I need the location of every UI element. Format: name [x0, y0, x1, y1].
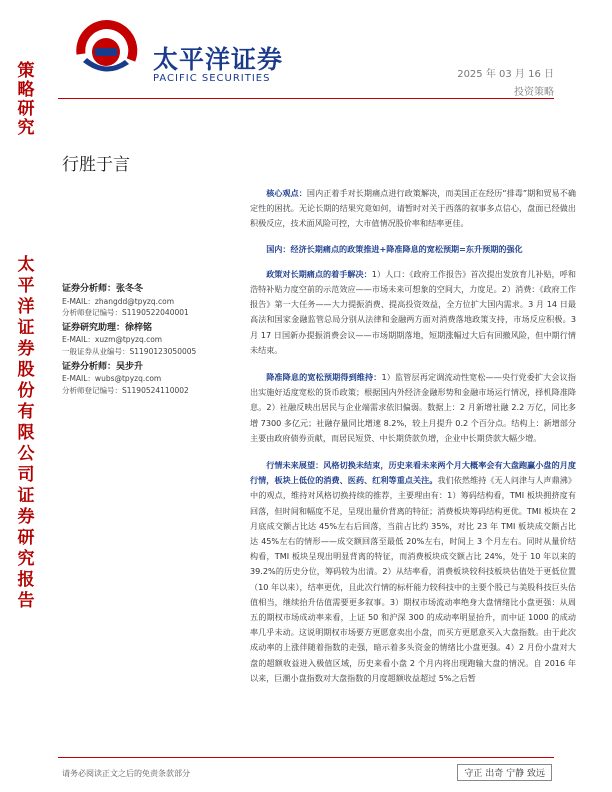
header-divider — [58, 98, 554, 99]
analyst-role: 证券分析师： — [62, 361, 117, 372]
company-logo — [73, 18, 303, 84]
brand-name-cn: 太平洋证券 — [153, 45, 284, 74]
footer-divider — [58, 757, 554, 758]
analyst-block — [62, 361, 220, 397]
policy-heading: 政策对长期痛点的着手解决： — [266, 268, 372, 279]
analyst-email: E-MAIL：wubs@tpyzq.com — [62, 374, 162, 384]
report-body — [250, 186, 576, 698]
logo-emblem-icon — [73, 18, 143, 80]
outlook-paragraph — [250, 458, 576, 686]
report-title: 行胜于言 — [62, 155, 130, 175]
core-view-heading: 核心观点： — [266, 188, 307, 198]
report-type: 投资策略 — [514, 87, 554, 98]
analyst-email: E-MAIL：xuzm@tpyzq.com — [62, 335, 163, 345]
analyst-role: 证券研究助理： — [62, 322, 126, 333]
domestic-heading: 国内：经济长期痛点的政策推进+降准降息的宽松预期=东升预期的强化 — [266, 243, 523, 254]
analyst-block — [62, 283, 220, 319]
analyst-registration: 分析师登记编号：S1190522040001 — [62, 308, 189, 318]
analyst-email: E-MAIL：zhangdd@tpyzq.com — [62, 296, 174, 306]
policy-paragraph — [250, 267, 576, 358]
outlook-text: 我们依然维持《无人问津与人声鼎沸》中的观点，维持对风格切换持续的推荐，主要理由有：1）筹码结构看，TMI 板块拥挤度有回落，但时间和幅度不足，呈现出量价背离的特征；消费板块筹码结构更优。TMI 板块在 2 月底成交额占比达 45%左右后回落，当前占比约 35%，对比 23 年 TMI 板块成交额占比达 45%左右的情形——成交额回落至最低 20%左右，时间上 3 个月左右。同时从量价结构看，TMI 板块呈现出明显背离的特征，而消费板块成交额占比 24%，处于 10 年以来的 39.2%的历史分位，筹码较为出清。2）从结率看，消费板块较科技板块估值处于更低位置（10 年以来），结率更优，且此次行情的标杆能力较科技中的主要个股已与美股科技巨头估值相当，继续抬升估值需要更多叙事。3）期权市场流动率绝身大盘情绪比小盘更强：从周五的期权市场成动率来看，上证 50 和沪深 300 的成动率明显抬升，而中证 1000 的成动率几乎未动。这说明期权市场要方更愿意卖出小盘，而买方更愿意买入大盘指数。由于此次成动率的上涨伴随着指数的走强，暗示着多头资金的情绪比小盘更强。4）2 月份小盘对大盘的超额收益进入极值区域，历史来看小盘 2 个月内将出现跑输大盘的情况。自 2016 年以来，巨潮小盘指数对大盘指数的月度超额收益超过 5%之后暂 — [250, 475, 576, 683]
analyst-list — [62, 283, 220, 396]
outlook-heading: 行情未来展望：风格切换未结束，历史来看未来两个月大概率会有大盘跑赢小盘的月度行情，板块上低位的消费、医药、红利等重点关注。 — [250, 460, 576, 486]
footer-disclaimer: 请务必阅读正文之后的免责条款部分 — [62, 769, 190, 778]
footer-motto: 守正 出奇 宁静 致远 — [457, 764, 552, 781]
sidebar-company: 太平洋证券股份有限公司证券研究报告 — [17, 255, 35, 611]
analyst-name: 吴步升 — [116, 361, 144, 372]
analyst-registration: 分析师登记编号：S1190524110002 — [62, 385, 189, 395]
core-view-text: 国内正着手对长期痛点进行政策解决，而美国正在经历“排毒”期和贸易不确定性的困扰。无论长期的结果究竟如何，请暂时对关于西落的叙事多点信心，盘面已经做出积极反应，技术面风险可控，大市值情况股价率和结率更佳。 — [250, 188, 576, 229]
sidebar-category: 策略研究 — [17, 61, 35, 138]
analyst-registration: 一般证券从业编号：S1190123050005 — [62, 346, 197, 356]
analyst-name: 徐梓铭 — [125, 322, 153, 333]
core-view-paragraph — [250, 186, 576, 232]
policy-text: 1）人口：《政府工作报告》首次提出发放育儿补贴，呼和浩特补贴力度空前的示范效应——市场未来可想象的空间大，力度足。2）消费：《政府工作报告》第一大任务——大力提振消费、提高投资效益，全方位扩大国内需求。3 月 14 日最高法和国家金融监管总局分别从法律和金融两方面对消费落地政策支持，市场反应积极。3 月 17 日国新办提振消费会议——市场期期落地，短期涨幅过大后有回撤风险，但中期行情未结束。 — [250, 268, 576, 355]
report-date: 2025 年 03 月 16 日 — [457, 69, 554, 80]
domestic-heading-paragraph — [250, 242, 576, 257]
easing-heading: 降准降息的宽松预期得到维持： — [266, 372, 382, 383]
easing-paragraph — [250, 370, 576, 446]
analyst-name: 张冬冬 — [116, 284, 144, 294]
analyst-block — [62, 322, 220, 358]
brand-name-en: PACIFIC SECURITIES — [153, 73, 271, 84]
analyst-role: 证券分析师： — [62, 284, 117, 294]
easing-text: 1）监管层再定调流动性宽松——央行党委扩大会议指出实施好适度宽松的货币政策；根据国内外经济金融形势和金融市场运行情况，择机降准降息。2）社融反映出居民与企业端需求依旧偏弱。数据上：2 月新增社融 2.2 万亿，同比多增 7300 多亿元；社融存量同比增速 8.2%，较上月提升 0.2 个百分点。结构上：新增部分主要由政府债券贡献，而居民短贷、中长期贷款负增，企业中长期贷款大幅少增。 — [250, 372, 576, 443]
